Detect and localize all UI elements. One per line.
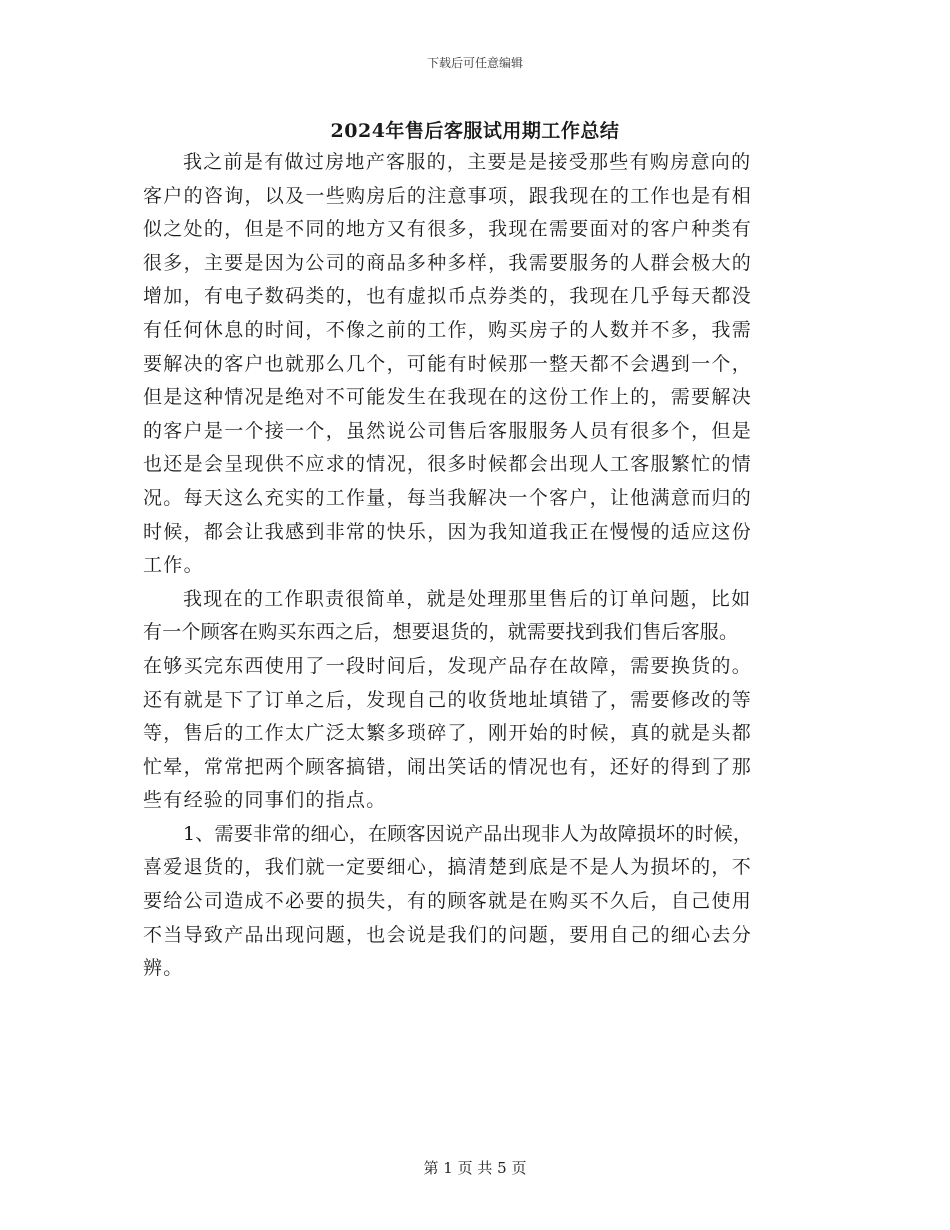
- body-line: 辨。: [143, 957, 184, 980]
- body-line: 工作。: [143, 554, 204, 577]
- body-line: 有一个顾客在购买东西之后，想要退货的，就需要找到我们售后客服。: [143, 621, 739, 644]
- body-line: 客户的咨询，以及一些购房后的注意事项，跟我现在的工作也是有相: [143, 184, 753, 207]
- body-line: 增加，有电子数码类的，也有虚拟币点券类的，我现在几乎每天都没: [143, 285, 753, 308]
- document-title: 2024年售后客服试用期工作总结: [330, 120, 620, 142]
- page-number: 第 1 页 共 5 页: [423, 1159, 527, 1177]
- body-line: 不当导致产品出现问题，也会说是我们的问题，要用自己的细心去分: [143, 923, 753, 946]
- body-line: 等，售后的工作太广泛太繁多琐碎了，刚开始的时候，真的就是头都: [143, 722, 753, 745]
- body-line: 些有经验的同事们的指点。: [143, 789, 387, 812]
- body-line: 我之前是有做过房地产客服的，主要是是接受那些有购房意向的: [183, 151, 752, 173]
- header-note: 下载后可任意编辑: [426, 56, 523, 70]
- body-line: 也还是会呈现供不应求的情况，很多时候都会出现人工客服繁忙的情: [143, 453, 753, 476]
- body-line: 喜爱退货的，我们就一定要细心，搞清楚到底是不是人为损坏的，不: [143, 856, 753, 879]
- body-line: 但是这种情况是绝对不可能发生在我现在的这份工作上的，需要解决: [143, 386, 753, 409]
- body-line: 要解决的客户也就那么几个，可能有时候那一整天都不会遇到一个，: [143, 352, 753, 375]
- body-line: 况。每天这么充实的工作量，每当我解决一个客户，让他满意而归的: [143, 486, 753, 509]
- body-line: 有任何休息的时间，不像之前的工作，购买房子的人数并不多，我需: [143, 318, 753, 341]
- body-line: 要给公司造成不必要的损失，有的顾客就是在购买不久后，自己使用: [143, 890, 753, 913]
- body-line: 很多，主要是因为公司的商品多种多样，我需要服务的人群会极大的: [143, 251, 753, 274]
- body-line: 还有就是下了订单之后，发现自己的收货地址填错了，需要修改的等: [143, 688, 753, 711]
- body-line: 时候，都会让我感到非常的快乐，因为我知道我正在慢慢的适应这份: [143, 520, 753, 543]
- numbered-point-1: 1、需要非常的细心，在顾客因说产品出现非人为故障损坏的时候，: [183, 822, 753, 845]
- body-line: 忙晕，常常把两个顾客搞错，闹出笑话的情况也有，还好的得到了那: [143, 755, 753, 778]
- body-line: 的客户是一个接一个，虽然说公司售后客服服务人员有很多个，但是: [143, 419, 753, 442]
- body-line: 在够买完东西使用了一段时间后，发现产品存在故障，需要换货的。: [143, 654, 753, 677]
- body-line: 似之处的，但是不同的地方又有很多，我现在需要面对的客户种类有: [143, 218, 753, 241]
- body-line: 我现在的工作职责很简单，就是处理那里售后的订单问题，比如: [183, 587, 752, 610]
- document-body: [143, 146, 803, 986]
